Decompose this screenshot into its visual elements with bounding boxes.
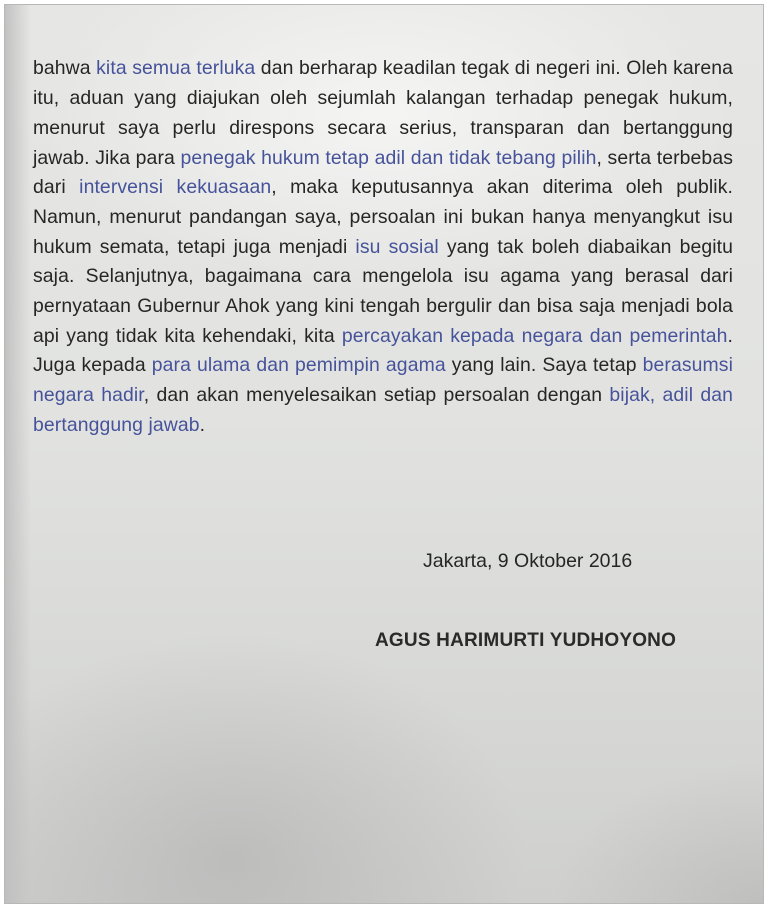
- highlighted-phrase: bijak, adil dan bertanggung jawab: [33, 384, 733, 436]
- text-segment: yang tak boleh diabaikan begitu saja. Selanjutnya, bagaimana cara mengelola isu agama yang berasal dari pernyataan Gubernur Ahok yang kini tengah bergulir dan bisa saja menjadi bola api yang tidak kita kehendaki, kita: [33, 235, 734, 347]
- page-edge-shadow: [5, 5, 31, 903]
- highlighted-phrase: percayakan kepada negara dan pemerintah: [341, 324, 728, 347]
- highlighted-phrase: para ulama dan pemimpin agama: [151, 354, 446, 377]
- highlighted-phrase: isu sosial: [355, 235, 439, 258]
- text-segment: . Juga kepada: [33, 324, 733, 377]
- body-paragraph: [33, 54, 733, 440]
- signature-name: AGUS HARIMURTI YUDHOYONO: [375, 630, 677, 651]
- text-segment: yang lain. Saya tetap: [445, 354, 643, 377]
- place-date: Jakarta, 9 Oktober 2016: [423, 550, 633, 572]
- text-segment: , serta terbebas dari: [33, 146, 733, 199]
- page-photo: [4, 4, 764, 904]
- text-segment: , maka keputusannya akan diterima oleh publik. Namun, menurut pandangan saya, persoalan ini bukan hanya menyangkut isu hukum semata, tetapi juga menjadi: [33, 176, 733, 258]
- highlighted-phrase: intervensi kekuasaan: [79, 176, 272, 199]
- highlighted-phrase: kita semua terluka: [96, 57, 256, 80]
- text-segment: dan berharap keadilan tegak di negeri ini. Oleh karena itu, aduan yang diajukan oleh sejumlah kalangan terhadap penegak hukum, menurut saya perlu direspons secara serius, transparan dan bertanggung jawab. Jika para: [33, 57, 734, 169]
- text-segment: bahwa: [33, 57, 97, 80]
- text-segment: .: [199, 413, 206, 436]
- text-segment: , dan akan menyelesaikan setiap persoalan dengan: [143, 384, 610, 407]
- highlighted-phrase: berasumsi negara hadir: [33, 354, 733, 407]
- highlighted-phrase: penegak hukum tetap adil dan tidak tebang pilih: [180, 146, 597, 169]
